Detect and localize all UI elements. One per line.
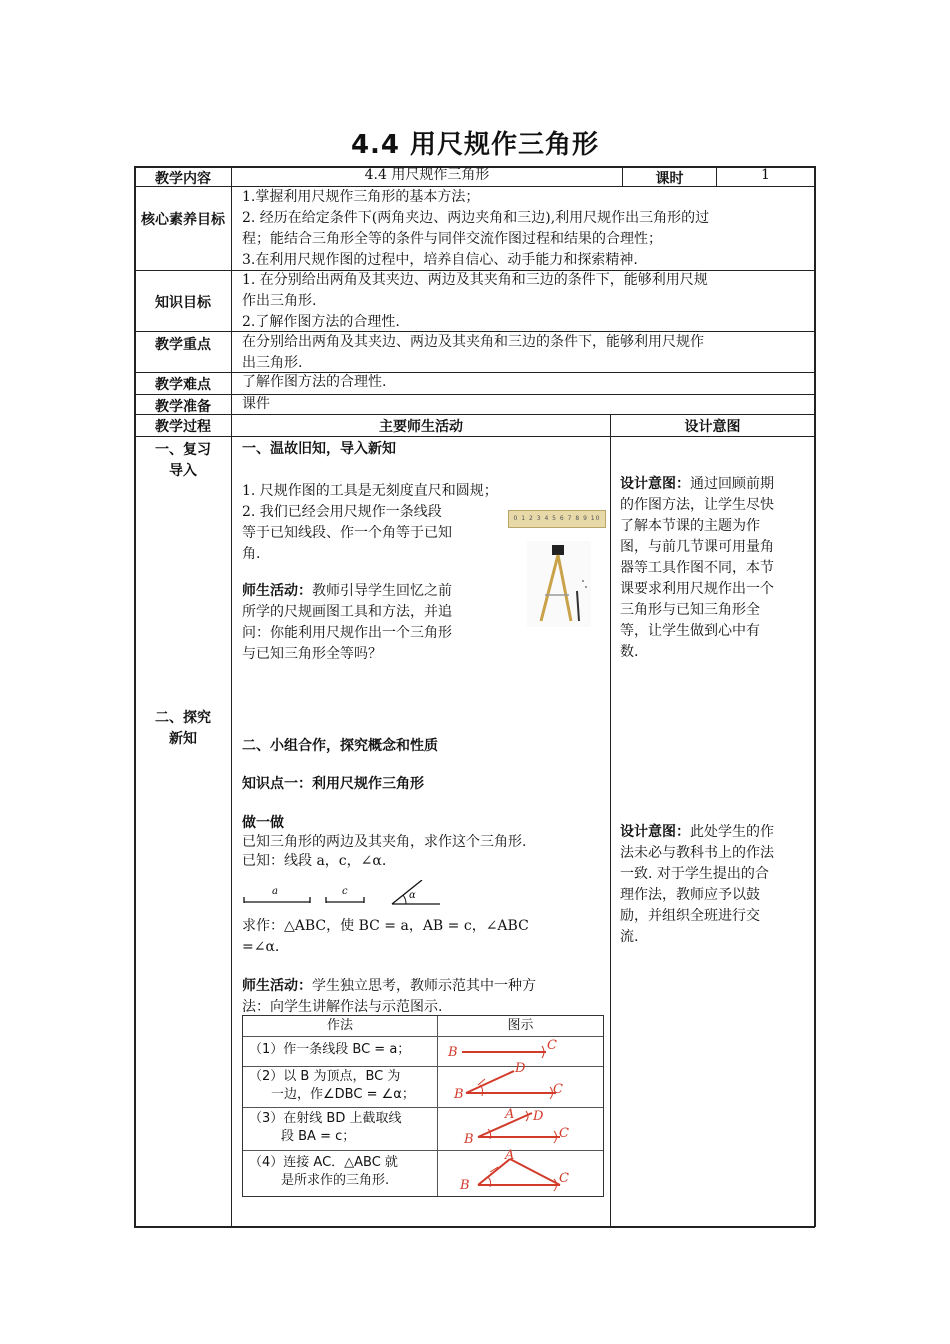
given-line: 已知：线段 a，c，∠α. [242,853,387,869]
page-title: 4.4 用尺规作三角形 [350,130,600,160]
pt-d-2: D [515,1061,526,1076]
section1-activity: 师生活动：教师引导学生回忆之前 所学的尺规画图工具和方法，并追 问：你能利用尺规作出一个三角形 与已知三角形全等吗？ [242,583,452,662]
section1-heading: 一、温故旧知，导入新知 [242,441,396,457]
step-1: （1）作一条线段 BC = a； [249,1042,411,1057]
col-method: 作法 [326,1018,353,1033]
kp-heading: 知识点一：利用尺规作三角形 [242,776,424,792]
pt-c-2: C [553,1082,563,1097]
pt-c-3: C [559,1126,569,1141]
problem-line: 已知三角形的两边及其夹角，求作这个三角形. [242,834,527,850]
doit-heading: 做一做 [242,815,284,831]
step-3: （3）在射线 BD 上截取线 段 BA = c； [249,1111,402,1144]
section1-item1: 1. 尺规作图的工具是无刻度直尺和圆规； [242,483,498,499]
prep-label: 教学准备 [155,399,211,415]
seg-a-label: a [272,886,278,897]
content-value: 4.4 用尺规作三角形 [364,167,490,183]
process-col2: 主要师生活动 [379,419,463,435]
core-label: 核心素养目标 [141,212,225,228]
require-line-2: =∠α. [242,939,280,955]
section1-item2: 2. 我们已经会用尺规作一条线段 等于已知线段、作一个角等于已知 角. [242,504,452,562]
pt-b-4: B [460,1178,470,1193]
section2-heading: 二、小组合作，探究概念和性质 [242,738,438,754]
period-label: 课时 [655,171,684,187]
pt-a-4: A [505,1148,515,1163]
col-figure: 图示 [507,1018,534,1033]
core-text: 1.掌握利用尺规作三角形的基本方法； 2. 经历在给定条件下(两角夹边、两边夹角和三边),利用尺规作出三角形的过 程；能结合三角形全等的条件与同伴交流作图过程和结果的合理性； 3.在利用尺规作图的过程中，培养自信心、动手能力和探索精神. [242,189,710,268]
pt-c-1: C [547,1038,557,1053]
difficulty-label: 教学难点 [155,377,211,393]
given-figures [242,880,442,910]
steps-table [242,1015,604,1197]
prep-text: 课件 [242,396,270,412]
process-col1: 教学过程 [155,419,211,435]
seg-c-label: c [342,886,348,897]
pt-b-3: B [464,1132,474,1147]
period-value: 1 [761,167,770,183]
pt-b-1: B [448,1045,458,1060]
stage1-label: 一、复习 导入 [155,442,211,479]
intent2: 设计意图：此处学生的作 法未必与教科书上的作法 一致. 对于学生提出的合 理作法，教师应予以鼓 励，并组织全班进行交 流. [620,824,774,945]
pt-c-4: C [559,1171,569,1186]
key-label: 教学重点 [155,337,211,353]
content-label: 教学内容 [155,171,211,187]
angle-alpha-label: α [409,890,416,901]
knowledge-label: 知识目标 [155,295,211,311]
ruler-image: 0 1 2 3 4 5 6 7 8 9 10 [508,510,606,528]
difficulty-text: 了解作图方法的合理性. [242,374,387,390]
pt-a-3: A [505,1107,515,1122]
require-line: 求作：△ABC，使 BC = a，AB = c，∠ABC [242,918,529,934]
compass-image [527,541,591,627]
intent1: 设计意图：通过回顾前期 的作图方法，让学生尽快 了解本节课的主题为作 图，与前几节课可用量角 器等工具作图不同，本节 课要求利用尺规作出一个 三角形与已知三角形全 等，让学生做到心中有 数. [620,476,774,660]
knowledge-text: 1. 在分别给出两角及其夹边、两边及其夹角和三边的条件下，能够利用尺规 作出三角形. 2.了解作图方法的合理性. [242,272,708,330]
section2-activity: 师生活动：学生独立思考，教师示范其中一种方 法：向学生讲解作法与示范图示. [242,978,536,1015]
pt-b-2: B [454,1087,464,1102]
process-col3: 设计意图 [684,419,741,435]
stage2-label: 二、探究 新知 [155,710,211,747]
pt-d-3: D [533,1109,544,1124]
step-2: （2）以 B 为顶点，BC 为 一边，作∠DBC = ∠α； [249,1069,415,1102]
step-4: （4）连接 AC．△ABC 就 是所求作的三角形. [249,1155,398,1188]
key-text: 在分别给出两角及其夹边、两边及其夹角和三边的条件下，能够利用尺规作 出三角形. [242,334,704,371]
